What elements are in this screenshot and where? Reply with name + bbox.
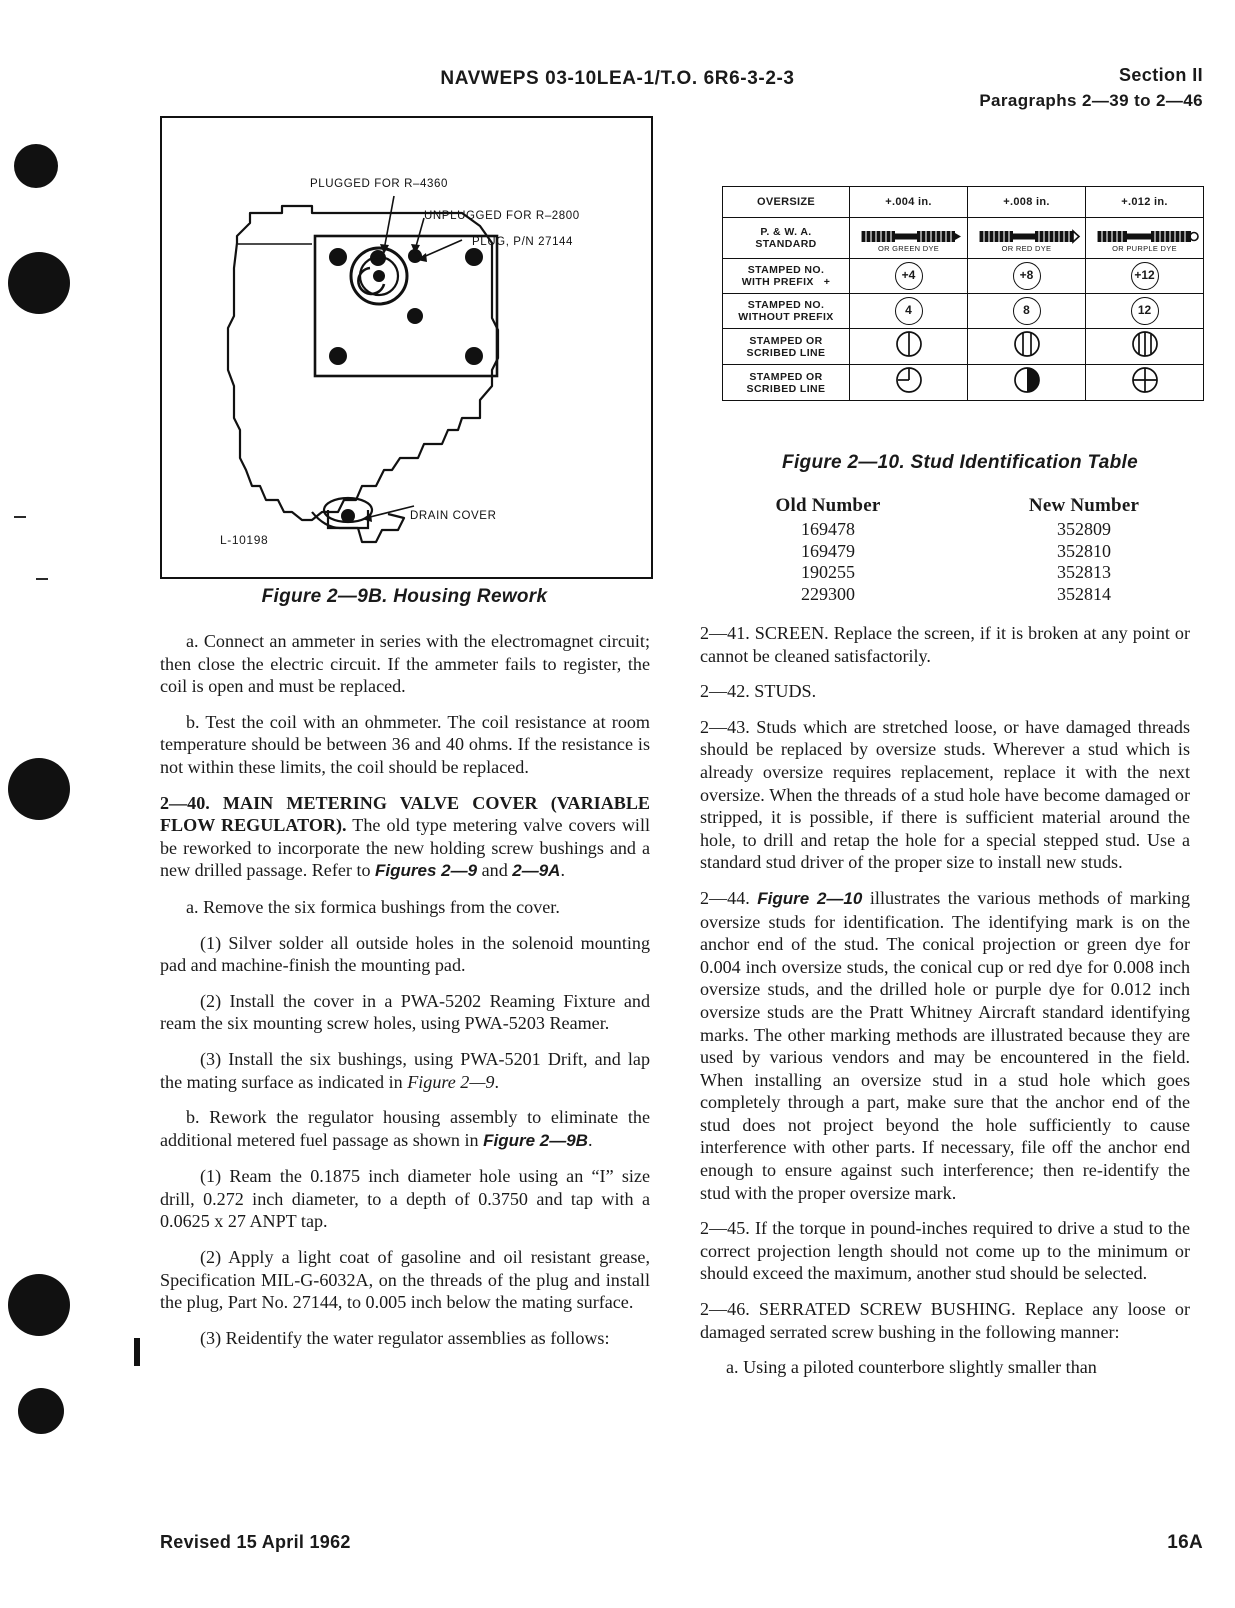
quarter-mark-icon bbox=[894, 365, 924, 395]
paragraph-2-40-lead: 2—40. MAIN METERING VALVE COVER (VARIABLE FLOW REGULATOR). bbox=[160, 792, 650, 836]
period: . bbox=[494, 1071, 500, 1092]
number-cross-reference-list bbox=[700, 495, 1212, 605]
numlist-row bbox=[700, 519, 1212, 541]
stamp-mark: 8 bbox=[1013, 297, 1041, 325]
scribed-line-1-icon bbox=[894, 329, 924, 359]
table-row bbox=[723, 218, 1204, 259]
margin-tick bbox=[14, 516, 26, 518]
paragraph-a3-text: (3) Install the six bushings, using PWA-5201 Drift, and lap the mating surface as indicated in bbox=[160, 1048, 650, 1092]
old-number: 229300 bbox=[801, 583, 855, 604]
label-drain-cover: DRAIN COVER bbox=[410, 510, 497, 522]
cell-prefix-004 bbox=[850, 259, 968, 294]
paragraph-b1-ream-hole: (1) Ream the 0.1875 inch diameter hole using an “I” size drill, 0.272 inch diameter, to a depth of 0.3750 and tap with a 0.0625 x 27 ANPT tap. bbox=[160, 1166, 650, 1232]
cell-stud-012 bbox=[1086, 218, 1204, 259]
cell-scribe-008 bbox=[968, 329, 1086, 365]
paragraph-b2-grease: (2) Apply a light coat of gasoline and oil resistant grease, Specification MIL-G-6032A, on the threads of the plug and install the plug, Part No. 27144, to 0.005 inch below the mating surface. bbox=[160, 1247, 650, 1313]
stamp-mark: 4 bbox=[895, 297, 923, 325]
table-row bbox=[723, 259, 1204, 294]
numlist-header-old: Old Number bbox=[775, 495, 881, 516]
label-unplugged-for-r2800: UNPLUGGED FOR R–2800 bbox=[424, 210, 580, 222]
stud-identification-table bbox=[722, 186, 1204, 401]
stud-icon bbox=[973, 226, 1081, 246]
paragraph-a1-silver-solder: (1) Silver solder all outside holes in the solenoid mounting pad and machine-finish the mounting pad. bbox=[160, 932, 650, 976]
col-header-008: +.008 in. bbox=[968, 187, 1086, 218]
punch-hole bbox=[8, 1274, 70, 1336]
old-number: 169479 bbox=[801, 540, 855, 561]
document-header-title: NAVWEPS 03-10LEA-1/T.O. 6R6-3-2-3 bbox=[440, 68, 795, 89]
cell-prefix-008 bbox=[968, 259, 1086, 294]
punch-hole bbox=[8, 758, 70, 820]
numlist-row bbox=[700, 584, 1212, 606]
paragraph-b-text: b. Rework the regulator housing assembly to eliminate the additional metered fuel passage as shown in bbox=[160, 1107, 650, 1150]
paragraph-2-44-marking bbox=[700, 887, 1190, 1204]
new-number: 352813 bbox=[1057, 562, 1111, 582]
paragraph-2-40-body: The old type metering valve covers will be reworked to incorporate the new holding screw bushings and a new drilled passage. Refer to bbox=[160, 815, 651, 881]
row-label-scribed-line-1: STAMPED OR SCRIBED LINE bbox=[723, 329, 850, 365]
numlist-header-new: New Number bbox=[1028, 495, 1140, 516]
margin-tick bbox=[36, 578, 48, 580]
cell-noprefix-012 bbox=[1086, 294, 1204, 329]
stamp-mark: 12 bbox=[1131, 297, 1159, 325]
figure-ref-2-9-italic: Figure 2—9 bbox=[407, 1071, 495, 1092]
figure-ref-2-9a: 2—9A bbox=[512, 861, 561, 881]
figure-ref-2-9b: Figure 2—9B bbox=[483, 1130, 588, 1150]
cell-noprefix-004 bbox=[850, 294, 968, 329]
figure-ref-2-10: Figure 2—10 bbox=[757, 888, 863, 908]
cell-stud-004 bbox=[850, 218, 968, 259]
paragraph-range-label: Paragraphs 2—39 to 2—46 bbox=[979, 91, 1203, 110]
paragraph-2-44-number: 2—44. bbox=[700, 887, 758, 908]
section-label: Section II bbox=[1118, 65, 1203, 85]
footer-page-number: 16A bbox=[1167, 1532, 1203, 1553]
paragraph-a-remove-bushings: a. Remove the six formica bushings from the cover. bbox=[186, 896, 560, 917]
paragraph-a2-reaming-fixture: (2) Install the cover in a PWA-5202 Reaming Fixture and ream the six mounting screw holes, using PWA-5203 Reamer. bbox=[160, 990, 650, 1034]
stud-icon bbox=[855, 226, 963, 246]
figure-2-9b-caption: Figure 2—9B. Housing Rework bbox=[261, 586, 548, 607]
paragraph-2-42-studs: 2—42. STUDS. bbox=[700, 681, 817, 702]
cell-noprefix-008 bbox=[968, 294, 1086, 329]
dye-note-green: OR GREEN DYE bbox=[877, 243, 940, 253]
row-label-scribed-line-2: STAMPED OR SCRIBED LINE bbox=[723, 365, 850, 401]
old-number: 190255 bbox=[801, 562, 855, 582]
figure-2-10-caption: Figure 2—10. Stud Identification Table bbox=[782, 452, 1138, 473]
cross-mark-icon bbox=[1130, 365, 1160, 395]
paragraph-2-41-screen: 2—41. SCREEN. Replace the screen, if it is broken at any point or cannot be cleaned satisfactorily. bbox=[700, 623, 1190, 666]
numlist-row bbox=[700, 562, 1212, 584]
col-header-oversize: OVERSIZE bbox=[723, 187, 850, 218]
stamp-mark: +8 bbox=[1013, 262, 1041, 290]
document-header-section bbox=[979, 62, 1203, 114]
row-label-stamped-without-prefix: STAMPED NO. WITHOUT PREFIX bbox=[723, 294, 850, 329]
col-header-004: +.004 in. bbox=[850, 187, 968, 218]
footer-revision-date: Revised 15 April 1962 bbox=[160, 1532, 351, 1552]
cell-prefix-012 bbox=[1086, 259, 1204, 294]
conjunction: and bbox=[477, 860, 513, 881]
cell-quarter-012 bbox=[1086, 365, 1204, 401]
row-label-stamped-with-prefix: STAMPED NO. WITH PREFIX + bbox=[723, 259, 850, 294]
figure-drawing-number: L-10198 bbox=[220, 533, 269, 547]
table-row bbox=[723, 365, 1204, 401]
dye-note-purple: OR PURPLE DYE bbox=[1112, 243, 1177, 253]
figure-ref-2-9: Figures 2—9 bbox=[375, 861, 478, 881]
body-column-left bbox=[160, 630, 650, 1362]
punch-hole bbox=[8, 252, 70, 314]
paragraph-2-46-bushing: 2—46. SERRATED SCREW BUSHING. Replace any loose or damaged serrated screw bushing in the following manner: bbox=[700, 1299, 1190, 1342]
new-number: 352814 bbox=[1057, 583, 1111, 604]
table-row bbox=[723, 329, 1204, 365]
paragraph-2-44-text: illustrates the various methods of marking oversize studs for identification. The identifying mark is on the anchor end of the stud. The conical projection or green dye for 0.004 inch oversize studs, the conical cup or red dye for 0.008 inch oversize studs, and the drilled hole or purple dye for 0.012 inch oversize studs are the Pratt Whitney Aircraft standard identifying marks. The other marking methods are illustrated because they are used by various vendors and may be encountered in the field. When installing an oversize stud in a stud hole which goes completely through a part, make sure that the anchor end of the stud does not project beyond the hole sufficiently to cause interference with other parts. If necessary, file off the anchor end enough to ensure against such interference; then re-identify the stud with the proper oversize mark. bbox=[700, 887, 1190, 1203]
dye-note-red: OR RED DYE bbox=[1001, 243, 1052, 253]
cell-scribe-004 bbox=[850, 329, 968, 365]
row-label-pwa-standard: P. & W. A. STANDARD bbox=[723, 218, 850, 259]
cell-stud-008 bbox=[968, 218, 1086, 259]
label-plugged-for-r4360: PLUGGED FOR R–4360 bbox=[310, 178, 448, 190]
paragraph-a-ammeter: a. Connect an ammeter in series with the electromagnet circuit; then close the electric circuit. If the ammeter fails to register, the coil is open and must be replaced. bbox=[160, 631, 650, 697]
period: . bbox=[587, 1129, 593, 1150]
scribed-line-2-icon bbox=[1012, 329, 1042, 359]
punch-hole bbox=[18, 1388, 64, 1434]
paragraph-2-46-a: a. Using a piloted counterbore slightly smaller than bbox=[726, 1357, 1097, 1378]
paragraph-2-45-torque: 2—45. If the torque in pound-inches required to drive a stud to the correct projection length should not come up to the minimum or should exceed the maximum, another stud should be selected. bbox=[700, 1218, 1190, 1284]
new-number: 352809 bbox=[1057, 519, 1111, 539]
numlist-row bbox=[700, 541, 1212, 563]
paragraph-a3-install-bushings bbox=[160, 1048, 650, 1093]
punch-hole bbox=[14, 144, 58, 188]
paragraph-2-43-studs: 2—43. Studs which are stretched loose, or have damaged threads should be replaced by oversize studs. Wherever a stud which is already oversize requires replacement, replace it with the next oversize. When the threads of a stud hole have become damaged or stripped, it is possible, if there is sufficient material around the hole, to drill and retap the hole for a special stepped stud. Use a standard stud driver of the proper size to install new studs. bbox=[700, 716, 1190, 873]
stud-icon bbox=[1091, 226, 1199, 246]
table-header-row bbox=[723, 187, 1204, 218]
paragraph-b3-reidentify: (3) Reidentify the water regulator assemblies as follows: bbox=[200, 1327, 610, 1348]
stamp-mark: +12 bbox=[1131, 262, 1159, 290]
body-column-right bbox=[700, 622, 1190, 1392]
label-plug-pn-27144: PLUG, P/N 27144 bbox=[472, 236, 574, 248]
paragraph-b-rework-housing bbox=[160, 1106, 650, 1152]
new-number: 352810 bbox=[1057, 540, 1111, 561]
paragraph-2-40 bbox=[160, 792, 650, 883]
scribed-line-3-icon bbox=[1130, 329, 1160, 359]
old-number: 169478 bbox=[801, 519, 855, 539]
table-row bbox=[723, 294, 1204, 329]
numlist-header-row bbox=[700, 495, 1212, 517]
cell-scribe-012 bbox=[1086, 329, 1204, 365]
stamp-mark: +4 bbox=[895, 262, 923, 290]
cell-quarter-008 bbox=[968, 365, 1086, 401]
paragraph-b-ohmmeter: b. Test the coil with an ohmmeter. The coil resistance at room temperature should be between 36 and 40 ohms. If the resistance is not within these limits, the coil should be replaced. bbox=[160, 711, 650, 777]
col-header-012: +.012 in. bbox=[1086, 187, 1204, 218]
change-bar bbox=[134, 1338, 140, 1366]
period: . bbox=[560, 860, 565, 881]
cell-quarter-004 bbox=[850, 365, 968, 401]
half-mark-icon bbox=[1012, 365, 1042, 395]
figure-2-9b-frame bbox=[160, 116, 653, 579]
